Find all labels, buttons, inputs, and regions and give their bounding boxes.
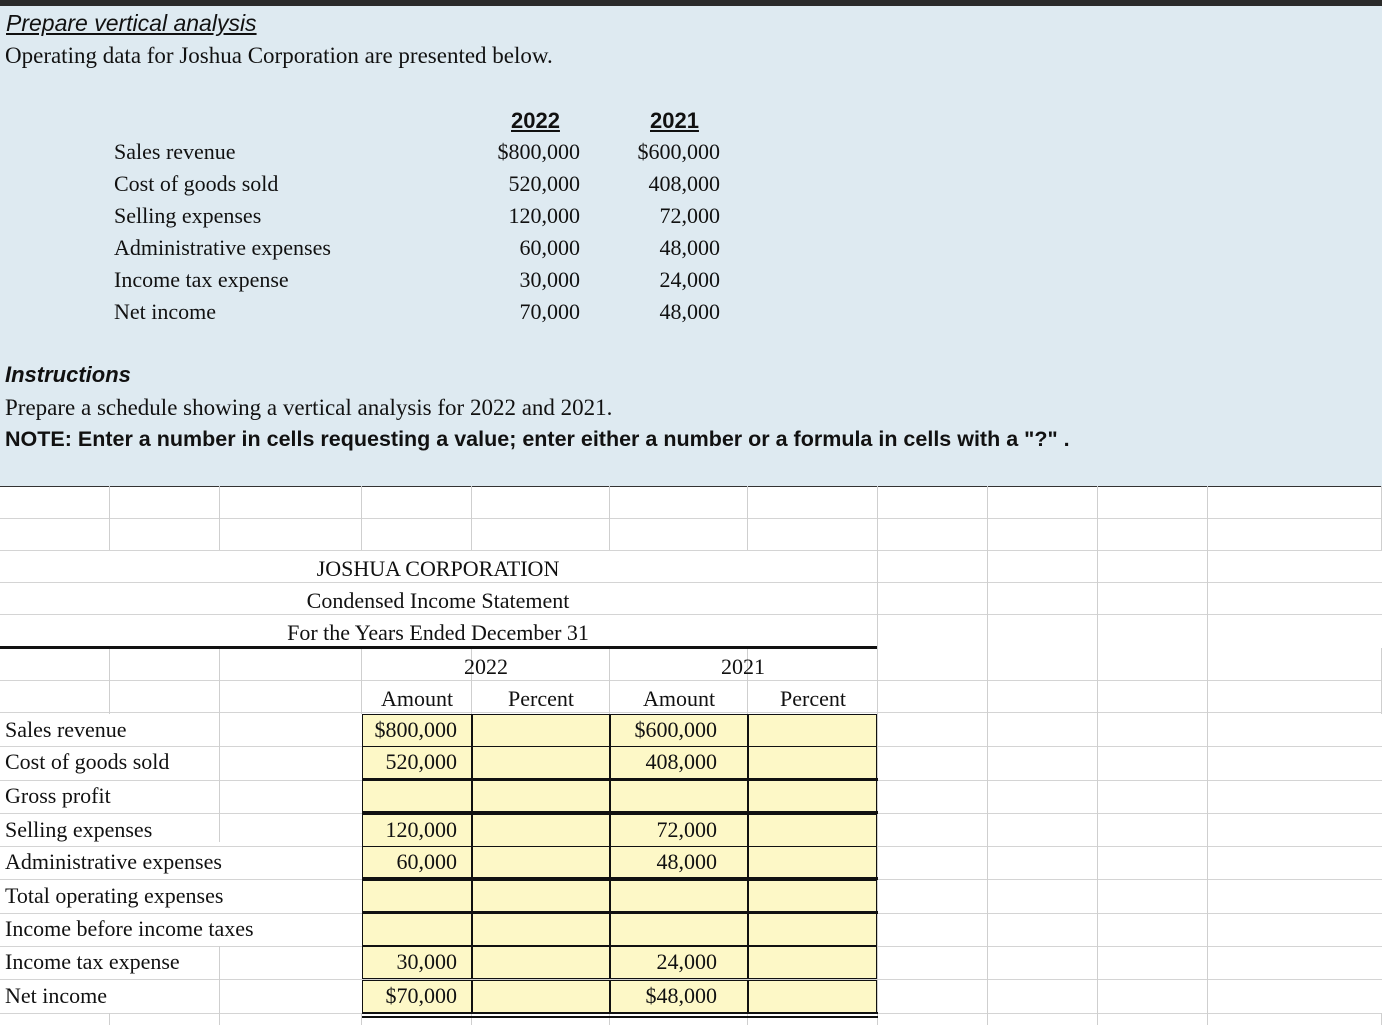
company-name: JOSHUA CORPORATION (316, 556, 560, 581)
operating-row-label: Selling expenses (114, 203, 262, 228)
col-amount-2021: Amount (642, 686, 716, 711)
col-amount-2022: Amount (380, 686, 454, 711)
description-text: Operating data for Joshua Corporation are presented below. (5, 43, 553, 68)
percent-2022-input[interactable] (472, 780, 610, 813)
col-percent-2022: Percent (508, 686, 574, 711)
grid-row-line (0, 614, 1382, 615)
year-label-2022: 2022 (464, 654, 508, 679)
statement-row-label: Total operating expenses (5, 883, 224, 908)
instructions-text: Prepare a schedule showing a vertical analysis for 2022 and 2021. (5, 395, 613, 420)
amount-value: 408,000 (645, 749, 717, 774)
grid-col-line (109, 486, 110, 550)
statement-name: Condensed Income Statement (306, 588, 570, 613)
percent-2022-input[interactable] (472, 946, 610, 979)
percent-2021-input[interactable] (748, 814, 877, 847)
grid-col-line (219, 712, 220, 842)
grid-col-line (361, 486, 362, 550)
total-separator-line (362, 778, 878, 781)
grid-col-line (219, 1013, 220, 1025)
operating-row-2022: 520,000 (508, 171, 580, 196)
page-title: Prepare vertical analysis (6, 10, 257, 36)
statement-row-label: Administrative expenses (5, 849, 222, 874)
amount-2021-cell[interactable] (610, 880, 748, 913)
operating-row-2022: 120,000 (508, 203, 580, 228)
amount-2022-cell[interactable] (362, 714, 472, 747)
operating-row-2022: 30,000 (519, 267, 580, 292)
amount-value: $48,000 (645, 983, 717, 1008)
amount-value: 520,000 (385, 749, 457, 774)
amount-value: 60,000 (396, 849, 457, 874)
operating-row-2021: 72,000 (659, 203, 720, 228)
percent-2021-input[interactable] (748, 780, 877, 813)
grid-col-line (987, 550, 988, 1020)
operating-row-label: Administrative expenses (114, 235, 331, 260)
amount-2021-cell[interactable] (610, 746, 748, 779)
statement-row-label: Income tax expense (5, 949, 180, 974)
amount-2021-cell[interactable] (610, 714, 748, 747)
operating-row-label: Income tax expense (114, 267, 289, 292)
grid-col-line (1207, 486, 1208, 550)
statement-row-label: Cost of goods sold (5, 749, 170, 774)
operating-row-label: Cost of goods sold (114, 171, 279, 196)
percent-2021-input[interactable] (748, 880, 877, 913)
amount-2022-cell[interactable] (362, 746, 472, 779)
amount-2022-cell[interactable] (362, 980, 472, 1013)
percent-2022-input[interactable] (472, 746, 610, 779)
total-separator-line (362, 911, 878, 914)
grid-col-line (877, 486, 878, 550)
operating-row-2021: 48,000 (659, 235, 720, 260)
amount-2021-cell[interactable] (610, 780, 748, 813)
double-underline (362, 1016, 878, 1018)
percent-2022-input[interactable] (472, 846, 610, 879)
amount-value: 24,000 (656, 949, 717, 974)
grid-row-line (0, 550, 1382, 551)
grid-col-line (747, 486, 748, 550)
grid-row-line (0, 518, 1382, 519)
amount-2022-cell[interactable] (362, 814, 472, 847)
statement-row-label: Net income (5, 983, 108, 1008)
amount-value: 72,000 (656, 817, 717, 842)
amount-2022-cell[interactable] (362, 780, 472, 813)
total-separator-line (362, 877, 878, 880)
grid-row-line (0, 582, 1382, 583)
grid-col-line (471, 1013, 472, 1025)
year-header-2022: 2022 (511, 108, 560, 133)
amount-value: 120,000 (385, 817, 457, 842)
amount-2022-cell[interactable] (362, 846, 472, 879)
double-underline (362, 1012, 878, 1014)
grid-col-line (987, 486, 988, 550)
percent-2021-input[interactable] (748, 913, 877, 946)
amount-2022-cell[interactable] (362, 913, 472, 946)
operating-row-2022: $800,000 (497, 139, 580, 164)
grid-col-line (877, 550, 878, 1020)
amount-2021-cell[interactable] (610, 913, 748, 946)
amount-value: $70,000 (385, 983, 457, 1008)
grid-col-line (1097, 486, 1098, 550)
operating-row-2022: 70,000 (519, 299, 580, 324)
statement-row-label: Gross profit (5, 783, 111, 808)
year-label-2021: 2021 (721, 654, 765, 679)
operating-row-2021: 48,000 (659, 299, 720, 324)
amount-2021-cell[interactable] (610, 814, 748, 847)
amount-2021-cell[interactable] (610, 946, 748, 979)
percent-2021-input[interactable] (748, 746, 877, 779)
operating-row-2021: 408,000 (648, 171, 720, 196)
col-percent-2021: Percent (780, 686, 846, 711)
statement-row-label: Selling expenses (5, 817, 153, 842)
grid-col-line (471, 486, 472, 550)
amount-value: 30,000 (396, 949, 457, 974)
grid-col-line (1207, 550, 1208, 1020)
percent-2022-input[interactable] (472, 980, 610, 1013)
percent-2021-input[interactable] (748, 714, 877, 747)
operating-row-2021: 24,000 (659, 267, 720, 292)
percent-2022-input[interactable] (472, 880, 610, 913)
grid-col-line (747, 1013, 748, 1025)
amount-value: $800,000 (374, 717, 457, 742)
statement-row-label: Income before income taxes (5, 916, 254, 941)
grid-col-line (1097, 550, 1098, 1020)
year-header-2021: 2021 (650, 108, 699, 133)
instructions-heading: Instructions (5, 362, 131, 387)
grid-col-line (109, 1013, 110, 1025)
operating-row-label: Sales revenue (114, 139, 236, 164)
grid-col-line (219, 486, 220, 550)
grid-col-line (609, 1013, 610, 1025)
grid-col-line (219, 946, 220, 1013)
grid-col-line (609, 486, 610, 550)
percent-2021-input[interactable] (748, 946, 877, 979)
percent-2021-input[interactable] (748, 846, 877, 879)
operating-row-2022: 60,000 (519, 235, 580, 260)
grid-col-line (219, 648, 220, 712)
grid-row-line (0, 712, 1382, 713)
amount-value: 48,000 (656, 849, 717, 874)
percent-2022-input[interactable] (472, 814, 610, 847)
statement-period: For the Years Ended December 31 (287, 620, 589, 645)
amount-value: $600,000 (634, 717, 717, 742)
grid-row-line (0, 680, 1382, 681)
operating-row-2021: $600,000 (637, 139, 720, 164)
statement-row-label: Sales revenue (5, 717, 127, 742)
percent-2021-input[interactable] (748, 980, 877, 1013)
amount-2022-cell[interactable] (362, 946, 472, 979)
percent-2022-input[interactable] (472, 913, 610, 946)
operating-row-label: Net income (114, 299, 217, 324)
amount-2021-cell[interactable] (610, 980, 748, 1013)
amount-2021-cell[interactable] (610, 846, 748, 879)
header-rule (0, 646, 877, 649)
total-separator-line (362, 811, 878, 814)
percent-2022-input[interactable] (472, 714, 610, 747)
grid-col-line (109, 648, 110, 712)
instructions-note: NOTE: Enter a number in cells requesting a value; enter either a number or a formula in cells with a "?" . (5, 427, 1070, 451)
grid-col-line (361, 1013, 362, 1025)
amount-2022-cell[interactable] (362, 880, 472, 913)
